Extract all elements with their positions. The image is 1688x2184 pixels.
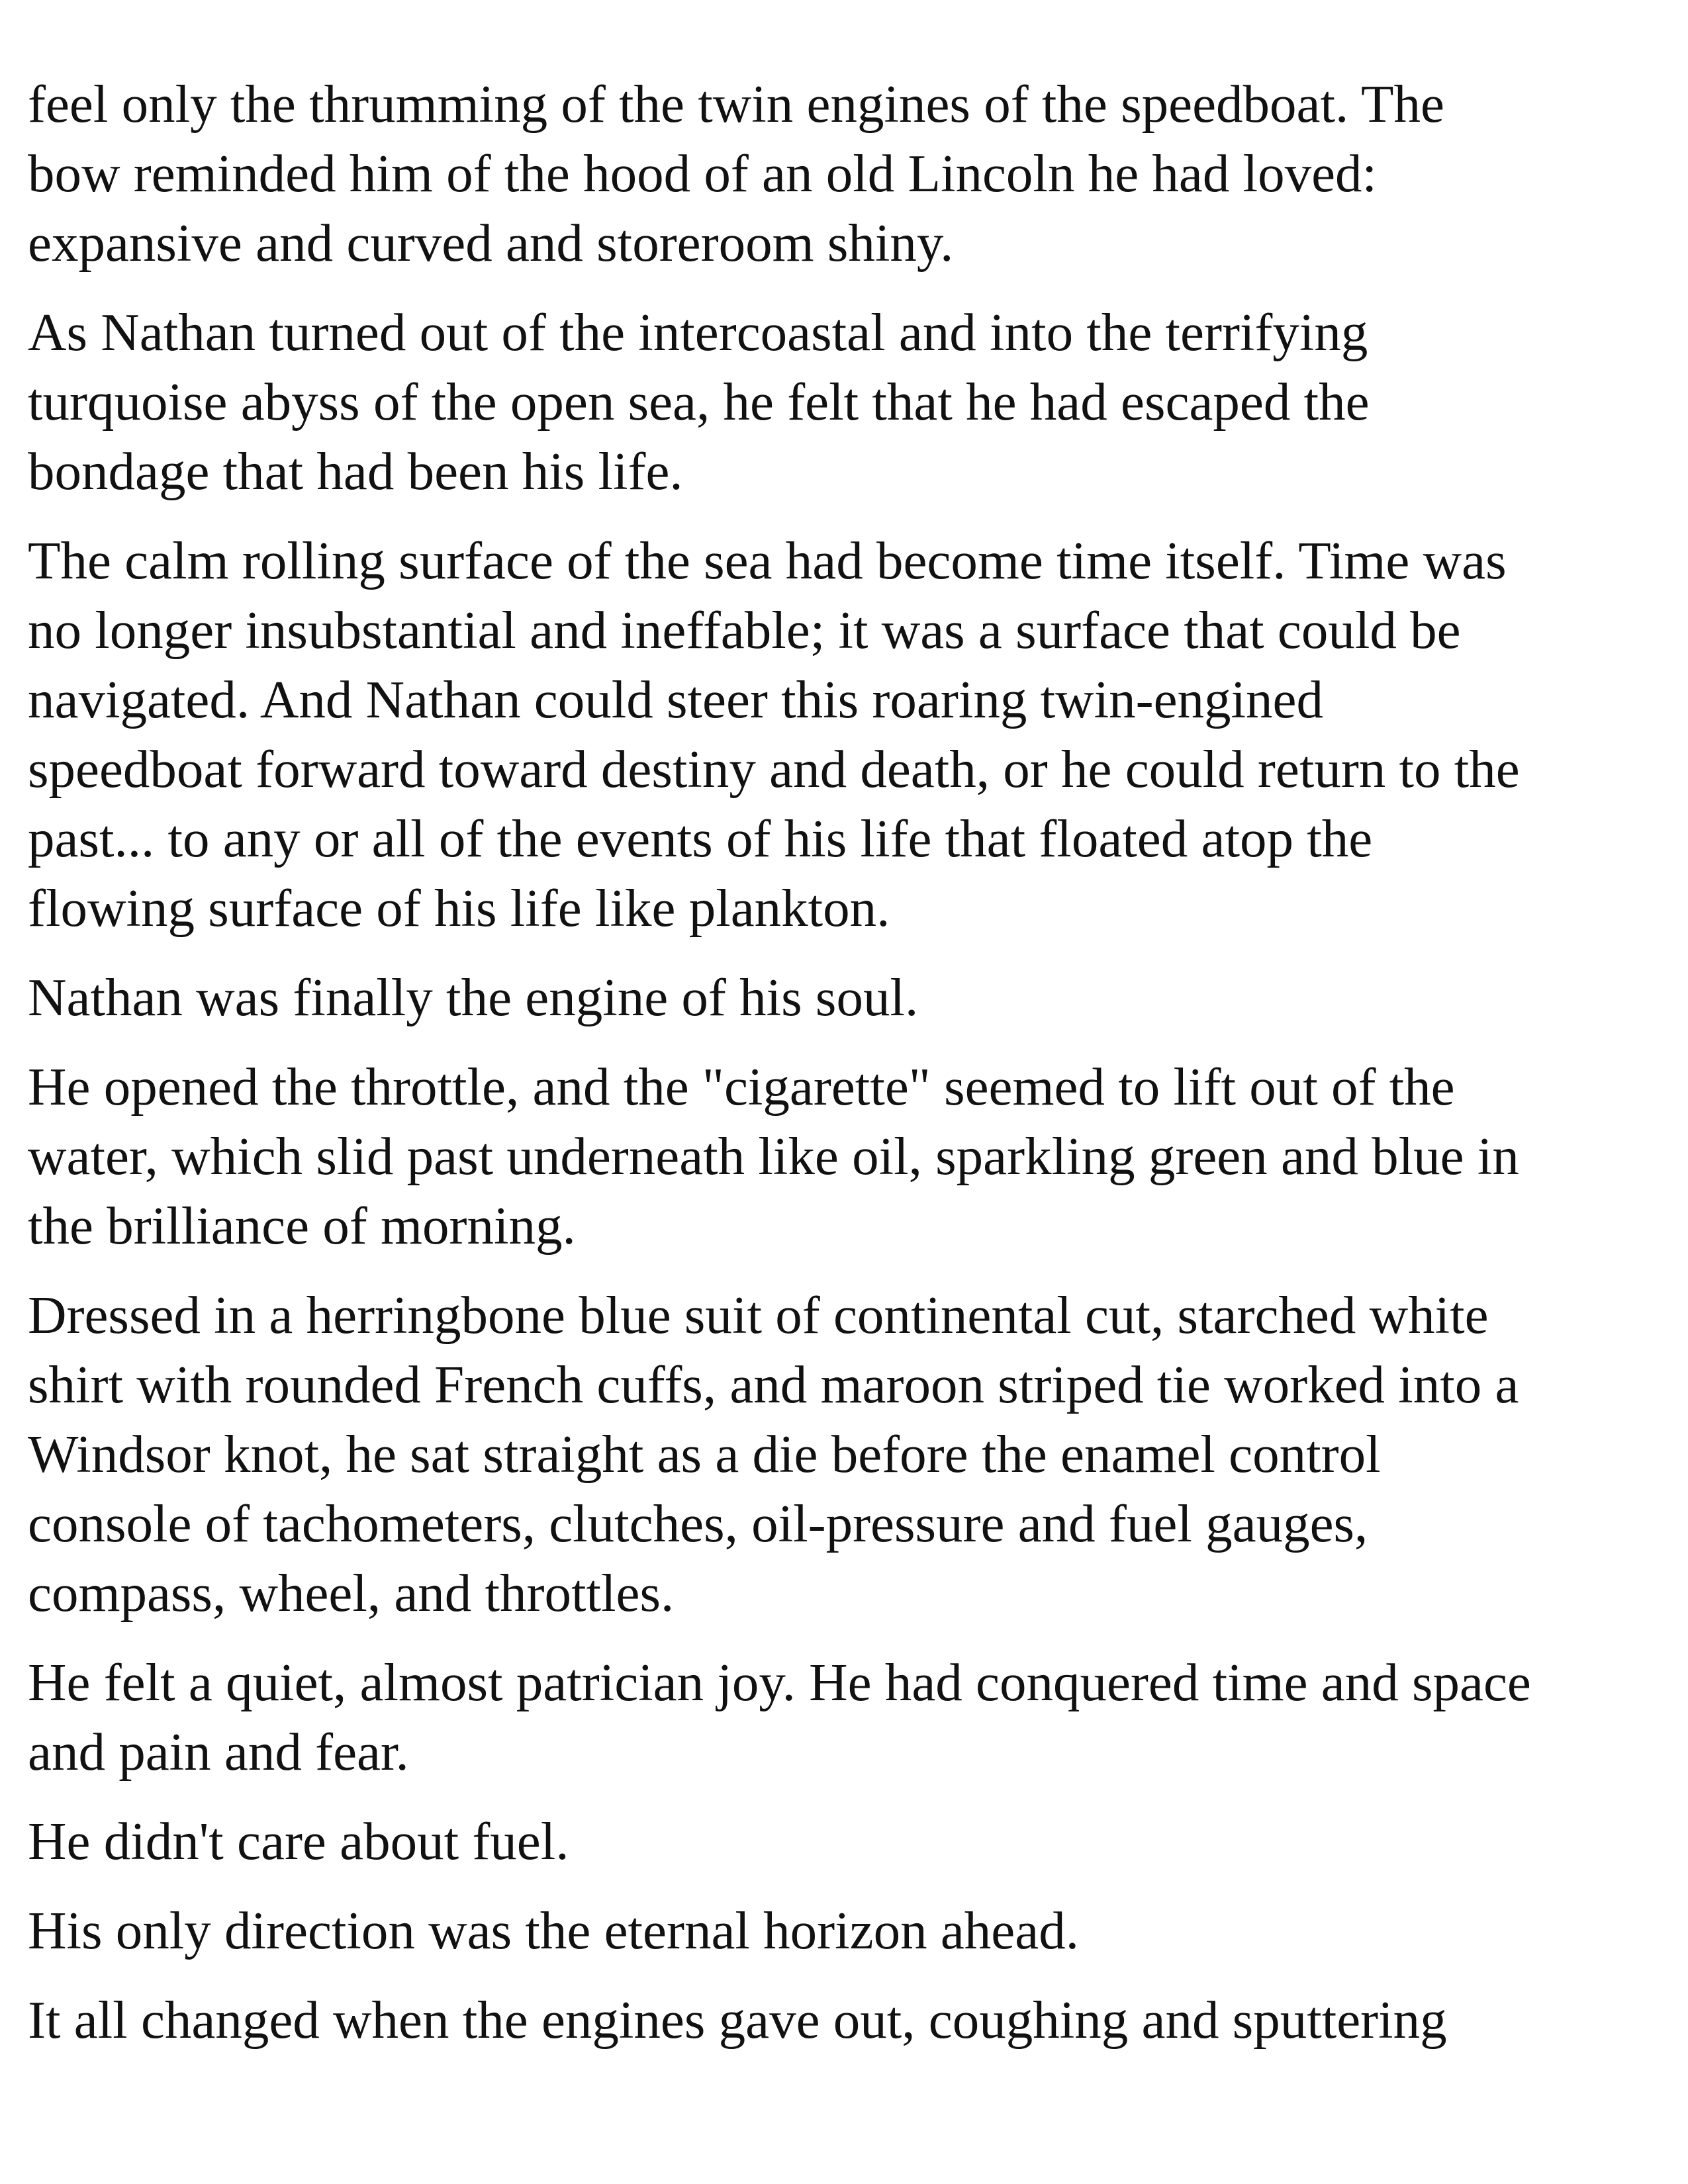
text-line: navigated. And Nathan could steer this roaring twin-engined <box>28 670 1323 729</box>
text-line: console of tachometers, clutches, oil-pressure and fuel gauges, <box>28 1494 1368 1553</box>
text-line: As Nathan turned out of the intercoastal and into the terrifying <box>28 302 1368 362</box>
paragraph <box>28 1281 1663 1628</box>
paragraph <box>28 1896 1663 1966</box>
text-line: The calm rolling surface of the sea had become time itself. Time was <box>28 531 1507 590</box>
paragraph <box>28 69 1663 278</box>
text-line: He felt a quiet, almost patrician joy. He had conquered time and space <box>28 1653 1531 1712</box>
text-line: speedboat forward toward destiny and death, or he could return to the <box>28 739 1520 799</box>
text-line: Windsor knot, he sat straight as a die before the enamel control <box>28 1424 1381 1484</box>
document-page <box>28 69 1663 2075</box>
text-line: Dressed in a herringbone blue suit of continental cut, starched white <box>28 1285 1489 1345</box>
text-line: past... to any or all of the events of his life that floated atop the <box>28 809 1373 868</box>
text-line: Nathan was finally the engine of his soul. <box>28 968 919 1027</box>
text-line: and pain and fear. <box>28 1722 409 1782</box>
text-line: He didn't care about fuel. <box>28 1811 569 1871</box>
text-line: It all changed when the engines gave out, coughing and sputtering <box>28 1990 1447 2050</box>
text-line: water, which slid past underneath like oil, sparkling green and blue in <box>28 1126 1519 1186</box>
text-line: the brilliance of morning. <box>28 1196 576 1255</box>
text-line: flowing surface of his life like plankton. <box>28 878 890 938</box>
text-line: expansive and curved and storeroom shiny. <box>28 213 954 273</box>
text-line: shirt with rounded French cuffs, and maroon striped tie worked into a <box>28 1355 1519 1414</box>
text-line: He opened the throttle, and the "cigarette" seemed to lift out of the <box>28 1057 1455 1116</box>
text-line: turquoise abyss of the open sea, he felt that he had escaped the <box>28 372 1370 432</box>
text-line: no longer insubstantial and ineffable; it was a surface that could be <box>28 600 1461 660</box>
text-line: compass, wheel, and throttles. <box>28 1563 675 1623</box>
text-line: feel only the thrumming of the twin engines of the speedboat. The <box>28 74 1444 134</box>
paragraph <box>28 526 1663 943</box>
paragraph <box>28 298 1663 506</box>
paragraph <box>28 1985 1663 2055</box>
text-line: His only direction was the eternal horizon ahead. <box>28 1901 1079 1960</box>
paragraph <box>28 1052 1663 1261</box>
text-line: bow reminded him of the hood of an old Lincoln he had loved: <box>28 144 1378 203</box>
text-line: bondage that had been his life. <box>28 441 683 501</box>
paragraph <box>28 1648 1663 1787</box>
paragraph <box>28 1807 1663 1876</box>
paragraph <box>28 963 1663 1032</box>
